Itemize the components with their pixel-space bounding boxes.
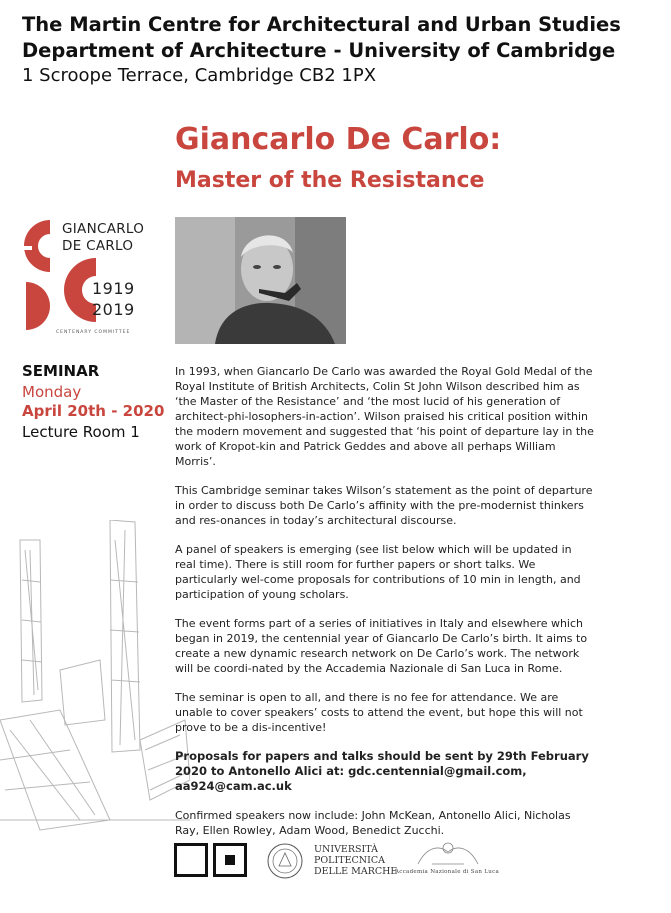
logo-year-end: 2019	[92, 300, 135, 319]
header-line-2: Department of Architecture - University of Cambridge	[22, 39, 616, 62]
paragraph-attendance: The seminar is open to all, and there is no fee for attendance. We are unable to cover speakers’ costs to attend the event, but hope this will not prove to be a dis-incentive!	[175, 691, 583, 734]
square-logo-outline	[174, 843, 208, 877]
paragraph-intro: In 1993, when Giancarlo De Carlo was awarded the Royal Gold Medal of the Royal Institute of British Architects, Colin St John Wilson described him as ‘the Master of the Resistance’ and ‘the most lucid of his generation of architect-phi-losophers-in-action’. Wilson praised his critical position within the modern movement and suggested that ‘his point of departure lay in the work of Kropot-kin and Patrick Geddes and above all perhaps William Morris’.	[175, 365, 594, 468]
paragraph-initiatives: The event forms part of a series of initiatives in Italy and elsewhere which began in 2019, the centennial year of Giancarlo De Carlo’s birth. It aims to create a new dynamic research network on De Carlo’s work. The network will be coordi-nated by the Accademia Nazionale di San Luca in Rome.	[175, 617, 588, 675]
paragraph-speakers-call: A panel of speakers is emerging (see list below which will be updated in real time). There is still room for further papers or short talks. We particularly wel-come proposals for contributions of 10 min in length, and participation of young scholars.	[175, 543, 581, 601]
header-line-1: The Martin Centre for Architectural and Urban Studies	[22, 13, 621, 36]
logo-subtitle: CENTENARY COMMITTEE	[56, 330, 131, 335]
square-logo-filled	[213, 843, 247, 877]
university-seal-icon	[266, 842, 304, 880]
body-text	[175, 364, 595, 852]
accademia-emblem-icon	[412, 838, 484, 868]
page-title: Giancarlo De Carlo:	[175, 122, 502, 157]
university-name-line-2: POLITECNICA	[314, 855, 385, 866]
university-name-line-1: UNIVERSITÀ	[314, 844, 378, 855]
architectural-sketch	[0, 520, 190, 840]
portrait-photo	[175, 217, 346, 344]
university-name-line-3: DELLE MARCHE	[314, 866, 398, 877]
centenary-logo	[22, 218, 152, 343]
accademia-name: Accademia Nazionale di San Luca	[395, 869, 500, 875]
paragraph-proposals: Proposals for papers and talks should be sent by 29th February 2020 to Antonello Alici at: gdc.centennial@gmail.com, aa924@cam.ac.uk	[175, 749, 589, 793]
university-name	[314, 844, 397, 877]
portrait-illustration	[175, 217, 346, 344]
seminar-label: SEMINAR	[22, 362, 100, 380]
logo-name-line-1: GIANCARLO	[62, 221, 145, 237]
seminar-room: Lecture Room 1	[22, 423, 140, 441]
logo-year-start: 1919	[92, 279, 135, 298]
logo-name-line-2: DE CARLO	[62, 238, 134, 254]
paragraph-confirmed-speakers: Confirmed speakers now include: John McKean, Antonello Alici, Nicholas Ray, Ellen Rowley, Adam Wood, Benedict Zucchi.	[175, 809, 571, 837]
seminar-date: April 20th - 2020	[22, 402, 165, 420]
header-address: 1 Scroope Terrace, Cambridge CB2 1PX	[22, 65, 377, 86]
paragraph-seminar-purpose: This Cambridge seminar takes Wilson’s statement as the point of departure in order to discuss both De Carlo’s affinity with the pre-modernist thinkers and res-onances in today’s architectural discourse.	[175, 484, 593, 527]
seminar-day: Monday	[22, 383, 82, 401]
page-subtitle: Master of the Resistance	[175, 168, 485, 193]
